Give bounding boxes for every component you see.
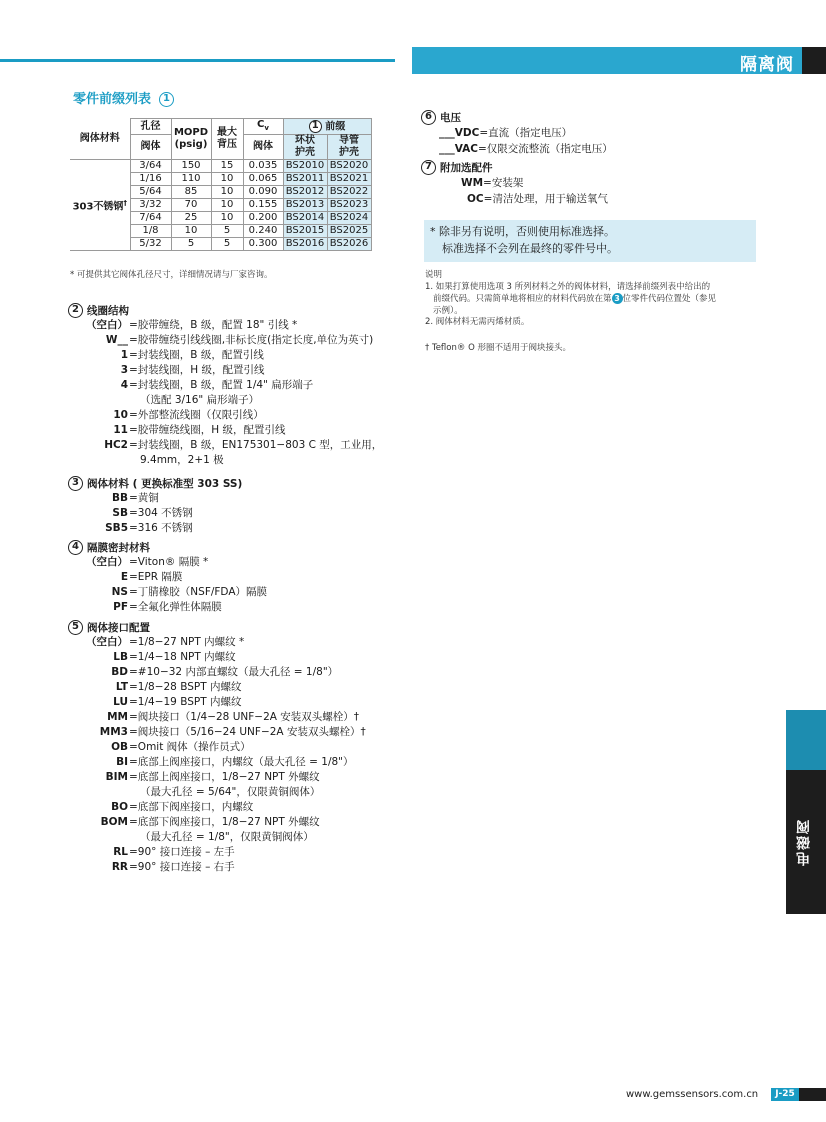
option-desc: =阀块接口（1/4−28 UNF−2A 安装双头螺栓）† — [129, 711, 360, 723]
section7-number: 7 — [421, 160, 436, 175]
option-desc: =1/4−18 NPT 内螺纹 — [129, 651, 236, 663]
option-item — [68, 680, 366, 695]
option-desc: =底部上阀座接口，1/8−27 NPT 外螺纹 — [129, 771, 320, 783]
option-wm: WM=安装架 — [461, 177, 524, 189]
cell-bp: 5 — [211, 225, 243, 238]
section4-header — [68, 540, 267, 555]
footer-url[interactable]: www.gemssensors.com.cn — [626, 1089, 759, 1100]
section7-header — [421, 160, 608, 175]
option-code: BD — [111, 666, 128, 678]
option-code: BIM — [105, 771, 128, 783]
material-cell: 303不锈钢† — [70, 160, 130, 251]
option-desc: （最大孔径 = 1/8"，仅限黄铜阀体） — [140, 831, 314, 843]
cell-tube: BS2024 — [327, 212, 371, 225]
option-code: 11 — [113, 424, 128, 436]
cell-orifice: 5/64 — [130, 186, 171, 199]
option-desc: （最大孔径 = 5/64"，仅限黄铜阀体） — [140, 786, 321, 798]
option-code: BO — [111, 801, 128, 813]
option-item — [68, 506, 242, 521]
cell-cv: 0.090 — [243, 186, 283, 199]
option-desc: =底部下阀座接口，内螺纹 — [129, 801, 254, 813]
option-oc: OC=清洁处理，用于输送氧气 — [467, 193, 608, 205]
option-code: OB — [111, 741, 128, 753]
prefix-number: 1 — [309, 120, 322, 133]
cell-cv: 0.065 — [243, 173, 283, 186]
cell-bp: 10 — [211, 212, 243, 225]
standard-selection-box — [424, 220, 756, 262]
standard-line1: * 除非另有说明，否则使用标准选择。 — [430, 225, 615, 238]
option-code: 10 — [113, 409, 128, 421]
option-desc: =封装线圈，H 级，配置引线 — [129, 364, 265, 376]
option-desc: =Viton® 隔膜 * — [129, 556, 209, 568]
section5 — [68, 620, 366, 875]
section6-number: 6 — [421, 110, 436, 125]
header-tab — [412, 47, 826, 74]
section6 — [421, 110, 613, 157]
option-code: （空白） — [86, 556, 128, 568]
side-tab-label: 电磁阀 — [796, 818, 812, 866]
option-desc: =黄铜 — [129, 492, 159, 504]
section5-title: 阀体接口配置 — [87, 622, 150, 634]
cell-cv: 0.155 — [243, 199, 283, 212]
section1-number: 1 — [159, 92, 174, 107]
cell-bp: 10 — [211, 199, 243, 212]
cell-mopd: 70 — [171, 199, 211, 212]
option-item — [68, 570, 267, 585]
col-material: 阀体材料 — [70, 119, 130, 160]
option-item — [68, 635, 366, 650]
option-item — [68, 710, 366, 725]
col-tube: 导管 护壳 — [327, 135, 371, 160]
option-code: SB5 — [105, 522, 128, 534]
option-item — [68, 348, 382, 363]
cell-mopd: 110 — [171, 173, 211, 186]
side-tab-accent — [786, 710, 826, 770]
option-item — [68, 521, 242, 536]
option-code: 1 — [120, 349, 128, 361]
section2-header — [68, 303, 382, 318]
cell-tube: BS2021 — [327, 173, 371, 186]
voltage-vdc: ___VDC=直流（指定电压） — [439, 127, 573, 139]
option-code: W__ — [105, 334, 128, 346]
option-desc: =316 不锈钢 — [129, 522, 193, 534]
section4-title: 隔膜密封材料 — [87, 542, 150, 554]
option-desc: =EPR 隔膜 — [129, 571, 183, 583]
option-desc: =#10−32 内部直螺纹（最大孔径 = 1/8"） — [129, 666, 339, 678]
option-desc: =90° 接口连接 – 左手 — [129, 846, 235, 858]
cell-bp: 5 — [211, 238, 243, 251]
cell-bp: 15 — [211, 160, 243, 173]
option-desc: =封装线圈，B 级，EN175301−803 C 型，工业用， — [129, 439, 383, 451]
section3-title: 阀体材料 ( 更换标准型 303 SS) — [87, 478, 243, 490]
option-desc: =90° 接口连接 – 右手 — [129, 861, 235, 873]
option-item — [68, 860, 366, 875]
header-dark-block — [802, 47, 826, 74]
option-item — [68, 725, 366, 740]
cell-tube: BS2022 — [327, 186, 371, 199]
cell-ring: BS2010 — [283, 160, 327, 173]
option-item — [68, 585, 267, 600]
option-item — [68, 665, 366, 680]
option-code: MM — [107, 711, 128, 723]
col-prefix: 1 前缀 — [283, 119, 371, 135]
option-desc: =1/4−19 BSPT 内螺纹 — [129, 696, 242, 708]
option-item — [68, 755, 366, 770]
section6-header — [421, 110, 613, 125]
option-desc: =胶带缠绕引线线圈,非标长度(指定长度,单位为英寸) — [129, 334, 374, 346]
cell-ring: BS2012 — [283, 186, 327, 199]
option-item — [68, 491, 242, 506]
cell-cv: 0.300 — [243, 238, 283, 251]
cell-orifice: 3/32 — [130, 199, 171, 212]
cell-ring: BS2013 — [283, 199, 327, 212]
option-item — [68, 650, 366, 665]
note1-line2: 前缀代码。只需简单地将相应的材料代码放在第 3 位零件代码位置处（参见 — [433, 294, 717, 304]
option-code: MM3 — [99, 726, 128, 738]
note1-line1: 1. 如果打算使用选项 3 所列材料之外的阀体材料，请选择前缀列表中给出的 — [425, 281, 711, 292]
section2 — [68, 303, 382, 468]
section7-title: 附加选配件 — [440, 162, 493, 174]
option-code: BOM — [100, 816, 128, 828]
option-code: LU — [113, 696, 128, 708]
side-tab[interactable] — [786, 770, 826, 914]
notes-title: 说明 — [425, 270, 443, 280]
option-code — [68, 453, 128, 468]
option-desc: =丁腈橡胶（NSF/FDA）隔膜 — [129, 586, 268, 598]
option-item — [68, 408, 382, 423]
option-code: PF — [113, 601, 128, 613]
option-code — [68, 393, 128, 408]
section7 — [421, 160, 608, 207]
option-code: RR — [111, 861, 128, 873]
option-desc: =1/8−27 NPT 内螺纹 * — [129, 636, 245, 648]
option-code: SB — [112, 507, 128, 519]
option-item — [68, 830, 366, 845]
option-code: RL — [113, 846, 128, 858]
section1-title: 零件前缀列表 1 — [73, 88, 174, 107]
cell-ring: BS2014 — [283, 212, 327, 225]
page-number-dark-block — [799, 1088, 826, 1101]
section5-number: 5 — [68, 620, 83, 635]
option-code: LT — [115, 681, 128, 693]
option-desc: =Omit 阀体（操作员式） — [129, 741, 251, 753]
col-body2: 阀体 — [243, 135, 283, 160]
cell-cv: 0.200 — [243, 212, 283, 225]
cell-ring: BS2015 — [283, 225, 327, 238]
option-code: E — [120, 571, 128, 583]
section4-number: 4 — [68, 540, 83, 555]
option-desc: =底部下阀座接口，1/8−27 NPT 外螺纹 — [129, 816, 320, 828]
table-row — [70, 160, 371, 173]
cell-orifice: 5/32 — [130, 238, 171, 251]
option-item — [68, 770, 366, 785]
option-item — [68, 785, 366, 800]
option-item — [68, 363, 382, 378]
section2-number: 2 — [68, 303, 83, 318]
option-item — [68, 600, 267, 615]
option-code: （空白） — [86, 636, 128, 648]
option-item — [68, 800, 366, 815]
dagger-note: † Teflon® O 形圈不适用于阀块接头。 — [425, 342, 571, 353]
option-item — [68, 453, 382, 468]
section6-title: 电压 — [440, 112, 461, 124]
section3 — [68, 476, 242, 536]
cell-mopd: 25 — [171, 212, 211, 225]
option-code: 3 — [120, 364, 128, 376]
cell-tube: BS2023 — [327, 199, 371, 212]
col-body: 阀体 — [130, 135, 171, 160]
option-desc: 9.4mm，2+1 极 — [140, 454, 224, 466]
option-item — [68, 740, 366, 755]
col-mopd: MOPD (psig) — [171, 119, 211, 160]
cell-orifice: 1/8 — [130, 225, 171, 238]
cell-orifice: 7/64 — [130, 212, 171, 225]
cell-bp: 10 — [211, 173, 243, 186]
section3-number: 3 — [68, 476, 83, 491]
option-desc: =1/8−28 BSPT 内螺纹 — [129, 681, 242, 693]
option-desc: =阀块接口（5/16−24 UNF−2A 安装双头螺栓）† — [129, 726, 366, 738]
note1-line3: 示例）。 — [433, 305, 463, 316]
col-cv: $C_v$ — [243, 119, 283, 135]
cell-mopd: 150 — [171, 160, 211, 173]
option-code: （空白） — [86, 319, 128, 331]
option-code: LB — [113, 651, 128, 663]
note1-number: 3 — [612, 293, 623, 304]
cell-tube: BS2025 — [327, 225, 371, 238]
cell-cv: 0.035 — [243, 160, 283, 173]
cell-cv: 0.240 — [243, 225, 283, 238]
section4 — [68, 540, 267, 615]
option-item — [68, 423, 382, 438]
option-item — [68, 378, 382, 393]
option-desc: （选配 3/16" 扁形端子） — [140, 394, 260, 406]
option-code: HC2 — [104, 439, 128, 451]
option-desc: =封装线圈，B 级，配置引线 — [129, 349, 264, 361]
cell-orifice: 3/64 — [130, 160, 171, 173]
cell-mopd: 85 — [171, 186, 211, 199]
col-orifice: 孔径 — [130, 119, 171, 135]
option-desc: =外部整流线圈（仅限引线） — [129, 409, 264, 421]
option-desc: =304 不锈钢 — [129, 507, 193, 519]
section3-header — [68, 476, 242, 491]
option-desc: =胶带缠绕，B 级，配置 18" 引线 * — [129, 319, 298, 331]
cell-orifice: 1/16 — [130, 173, 171, 186]
page-title: 隔离阀 — [740, 55, 794, 75]
option-code — [68, 785, 128, 800]
col-ring: 环状 护壳 — [283, 135, 327, 160]
option-code: BB — [111, 492, 128, 504]
section5-header — [68, 620, 366, 635]
cell-bp: 10 — [211, 186, 243, 199]
note2: 2. 阀体材料无需丙烯材质。 — [425, 317, 530, 327]
option-item — [68, 333, 382, 348]
prefix-table — [70, 118, 372, 251]
option-code: 4 — [120, 379, 128, 391]
cell-mopd: 10 — [171, 225, 211, 238]
option-desc: =全氟化弹性体隔膜 — [129, 601, 222, 613]
option-code: NS — [111, 586, 128, 598]
option-item — [68, 815, 366, 830]
cell-tube: BS2020 — [327, 160, 371, 173]
page-number: J-25 — [771, 1088, 799, 1101]
cell-tube: BS2026 — [327, 238, 371, 251]
col-backpressure: 最大 背压 — [211, 119, 243, 160]
option-code: BI — [116, 756, 128, 768]
standard-line2: 标准选择不会列在最终的零件号中。 — [442, 242, 618, 255]
option-code — [68, 830, 128, 845]
option-desc: =胶带缠绕线圈，H 级，配置引线 — [129, 424, 286, 436]
option-item — [68, 845, 366, 860]
option-item — [68, 555, 267, 570]
notes — [425, 270, 770, 354]
option-item — [68, 438, 382, 453]
section2-title: 线圈结构 — [87, 305, 129, 317]
table-footnote: * 可提供其它阀体孔径尺寸，详细情况请与厂家咨询。 — [70, 270, 273, 280]
cell-ring: BS2016 — [283, 238, 327, 251]
option-item — [68, 318, 382, 333]
option-item — [68, 695, 366, 710]
option-item — [68, 393, 382, 408]
option-desc: =底部上阀座接口，内螺纹（最大孔径 = 1/8"） — [129, 756, 354, 768]
cell-mopd: 5 — [171, 238, 211, 251]
cell-ring: BS2011 — [283, 173, 327, 186]
option-desc: =封装线圈，B 级，配置 1/4" 扁形端子 — [129, 379, 314, 391]
voltage-vac: ___VAC=仅限交流整流（指定电压） — [439, 143, 613, 155]
top-rule — [0, 59, 395, 62]
